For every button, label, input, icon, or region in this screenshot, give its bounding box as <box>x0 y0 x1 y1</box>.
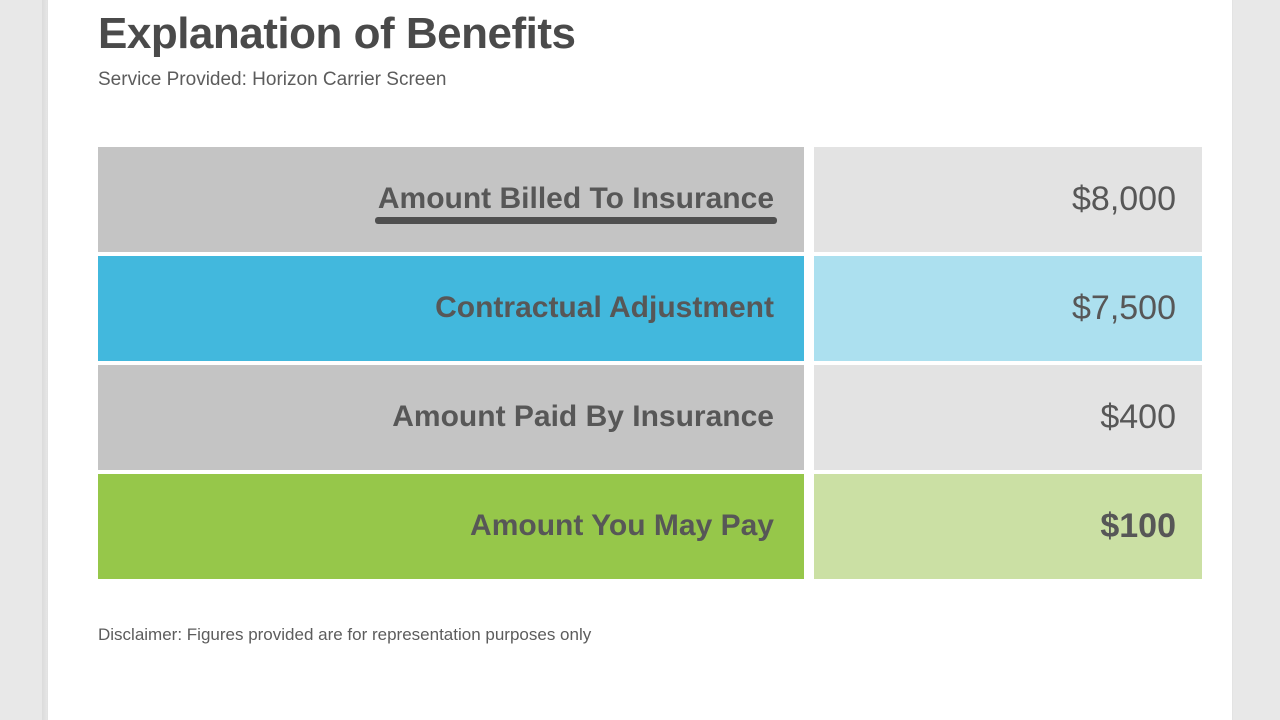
row-label-cell <box>98 256 804 361</box>
row-value: $7,500 <box>1072 288 1176 327</box>
table-row <box>98 365 1202 470</box>
table-row <box>98 147 1202 252</box>
document-page <box>48 0 1232 720</box>
row-label: Amount Paid By Insurance <box>392 400 774 434</box>
row-label-cell <box>98 474 804 579</box>
service-subtitle: Service Provided: Horizon Carrier Screen <box>98 68 447 90</box>
row-value: $400 <box>1100 397 1176 436</box>
row-label-cell <box>98 147 804 252</box>
disclaimer-text: Disclaimer: Figures provided are for representation purposes only <box>98 624 592 644</box>
row-label: Amount Billed To Insurance <box>377 182 774 216</box>
row-value: $8,000 <box>1072 179 1176 218</box>
document-content <box>98 0 1202 662</box>
row-label: Amount You May Pay <box>470 509 774 543</box>
row-value-cell <box>814 147 1202 252</box>
row-value-cell <box>814 365 1202 470</box>
table-row <box>98 256 1202 361</box>
row-label: Contractual Adjustment <box>435 291 774 325</box>
row-label-cell <box>98 365 804 470</box>
row-value-cell <box>814 474 1202 579</box>
benefits-table <box>98 147 1202 579</box>
row-value: $100 <box>1100 506 1176 545</box>
page-title: Explanation of Benefits <box>98 9 576 58</box>
row-value-cell <box>814 256 1202 361</box>
table-row <box>98 474 1202 579</box>
